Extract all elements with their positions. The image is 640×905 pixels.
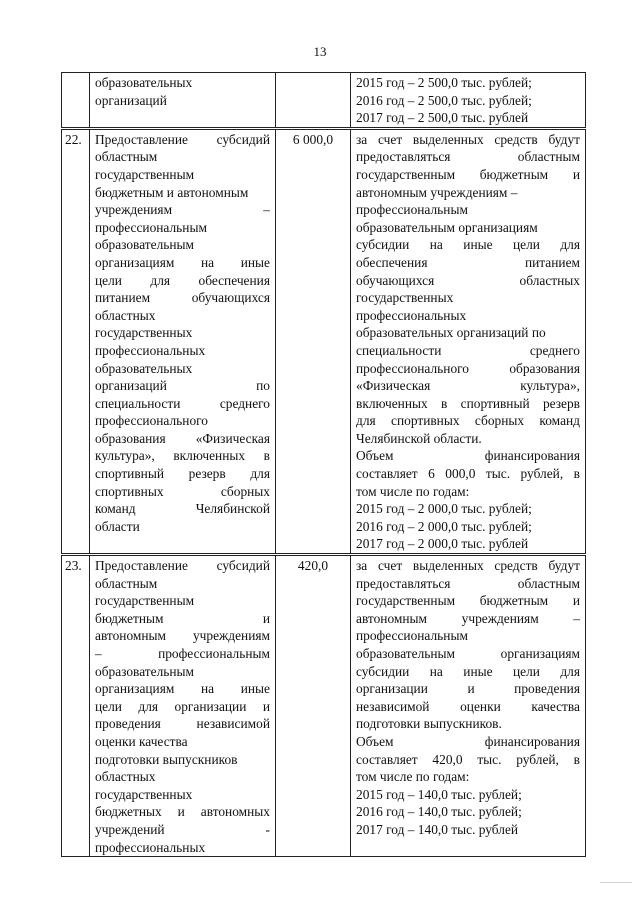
measure-name-line: образовательных (95, 75, 193, 90)
description-line: субсидии на иные цели для (356, 663, 580, 679)
measure-name-line: бюджетных и автономных (95, 804, 270, 820)
measure-name-line: профессиональных (95, 342, 206, 358)
measure-name-line: областных (95, 769, 156, 785)
measure-name-line: подготовки выпускников (95, 751, 238, 767)
measure-name-line: учреждениям – (95, 202, 270, 218)
description-line: 2015 год – 140,0 тыс. рублей; (356, 786, 522, 802)
description-line: том числе по годам: (356, 769, 470, 785)
measure-name-line: Предоставление субсидий (95, 558, 270, 574)
description-line: 2016 год – 140,0 тыс. рублей; (356, 804, 522, 820)
measure-name-line: профессиональных (95, 839, 206, 855)
measure-name-line: образования «Физическая (95, 430, 270, 446)
description-line: подготовки выпускников. (356, 716, 502, 732)
description-line: профессионального образования (356, 360, 580, 376)
measure-name-line: государственным (95, 166, 195, 182)
row-number: 22. (62, 128, 90, 554)
measure-name-line: образовательным (95, 237, 195, 253)
measure-name-line: специальности среднего (95, 395, 270, 411)
description-line: Челябинской области. (356, 430, 482, 446)
measure-name (90, 128, 276, 554)
measure-name-line: областных (95, 307, 156, 323)
measure-name-line: оценки качества (95, 733, 188, 749)
measure-name-line: команд Челябинской (95, 501, 270, 517)
description-line: «Физическая культура», (356, 378, 580, 394)
measure-name-line: проведения независимой (95, 716, 270, 732)
subsidy-table (61, 72, 586, 857)
description-line: 2016 год – 2 000,0 тыс. рублей; (356, 518, 532, 534)
description-line: государственным бюджетным и (356, 166, 580, 182)
description-line: автономным учреждениям – (356, 184, 518, 200)
description-line: государственным бюджетным и (356, 593, 580, 609)
measure-name-line: спортивный резерв для (95, 466, 270, 482)
description-line: обучающихся областных (356, 272, 580, 288)
measure-name-line: областным (95, 149, 158, 165)
measure-description (351, 128, 586, 554)
description-line: том числе по годам: (356, 483, 470, 499)
scan-mark (600, 882, 632, 883)
description-line: специальности среднего (356, 342, 580, 358)
description-line: 2017 год – 2 000,0 тыс. рублей (356, 536, 529, 552)
measure-name-line: государственным (95, 593, 195, 609)
measure-name-line: бюджетным и (95, 610, 270, 626)
description-line: образовательным организациям (356, 219, 538, 235)
measure-name (90, 73, 276, 129)
description-line: государственных (356, 290, 454, 306)
measure-name-line: организаций по (95, 378, 270, 394)
measure-name-line: учреждений - (95, 821, 270, 837)
measure-name-line: области (95, 518, 140, 534)
description-line: профессиональным (356, 202, 468, 218)
description-line: 2017 год – 140,0 тыс. рублей (356, 821, 519, 837)
page-number: 13 (313, 44, 327, 59)
description-line: 2015 год – 2 500,0 тыс. рублей; (356, 75, 532, 90)
description-line: 2017 год – 2 500,0 тыс. рублей (356, 110, 529, 126)
measure-name-line: бюджетным и автономным (95, 184, 249, 200)
measure-name-line: спортивных сборных (95, 483, 270, 499)
measure-name-line: государственных (95, 325, 193, 341)
measure-name-line: организаций (95, 92, 167, 108)
description-line: Объем финансирования (356, 448, 580, 464)
measure-description (351, 555, 586, 857)
description-line: включенных в спортивный резерв (356, 395, 580, 411)
description-line: за счет выделенных средств будут (356, 558, 580, 574)
measure-name-line: организациям на иные (95, 254, 270, 270)
measure-name-line: областным (95, 575, 158, 591)
description-line: предоставляться областным (356, 149, 580, 165)
description-line: за счет выделенных средств будут (356, 131, 580, 147)
scan-header-noise (20, 4, 580, 12)
description-line: образовательным организациям (356, 646, 580, 661)
measure-name-line: питанием обучающихся (95, 290, 270, 306)
description-line: профессиональным (356, 628, 468, 644)
description-line: для спортивных сборных команд (356, 413, 580, 429)
measure-name-line: Предоставление субсидий (95, 131, 270, 147)
table-row (62, 555, 586, 857)
description-line: профессиональных (356, 307, 467, 323)
funding-amount: 6 000,0 (276, 128, 351, 554)
measure-name-line: организациям на иные (95, 681, 270, 697)
funding-amount (276, 73, 351, 129)
description-line: обеспечения питанием (356, 254, 580, 270)
description-line: организации и проведения (356, 681, 580, 697)
funding-amount: 420,0 (276, 555, 351, 857)
measure-description (351, 73, 586, 129)
measure-name-line: цели для обеспечения (95, 272, 270, 288)
description-line: независимой оценки качества (356, 698, 580, 714)
measure-name-line: автономным учреждениям (95, 628, 270, 644)
measure-name-line: образовательным (95, 663, 195, 679)
description-line: Объем финансирования (356, 733, 580, 749)
description-line: образовательных организаций по (356, 325, 546, 341)
description-line: автономным учреждениям – (356, 610, 580, 626)
row-number: 23. (62, 555, 90, 857)
description-line: предоставляться областным (356, 575, 580, 591)
description-line: составляет 420,0 тыс. рублей, в (356, 751, 580, 767)
table-row (62, 73, 586, 129)
row-number (62, 73, 90, 129)
measure-name-line: профессиональным (95, 219, 207, 235)
description-line: 2015 год – 2 000,0 тыс. рублей; (356, 501, 532, 517)
measure-name-line: профессионального (95, 413, 208, 429)
description-line: 2016 год – 2 500,0 тыс. рублей; (356, 92, 532, 108)
table-row (62, 128, 586, 554)
description-line: субсидии на иные цели для (356, 237, 580, 253)
measure-name-line: государственных (95, 786, 193, 802)
measure-name-line: культура», включенных в (95, 448, 270, 464)
measure-name-line: цели для организации и (95, 698, 270, 714)
measure-name-line: – профессиональным (95, 646, 270, 661)
measure-name-line: образовательных (95, 360, 193, 376)
description-line: составляет 6 000,0 тыс. рублей, в (356, 466, 580, 482)
measure-name (90, 555, 276, 857)
